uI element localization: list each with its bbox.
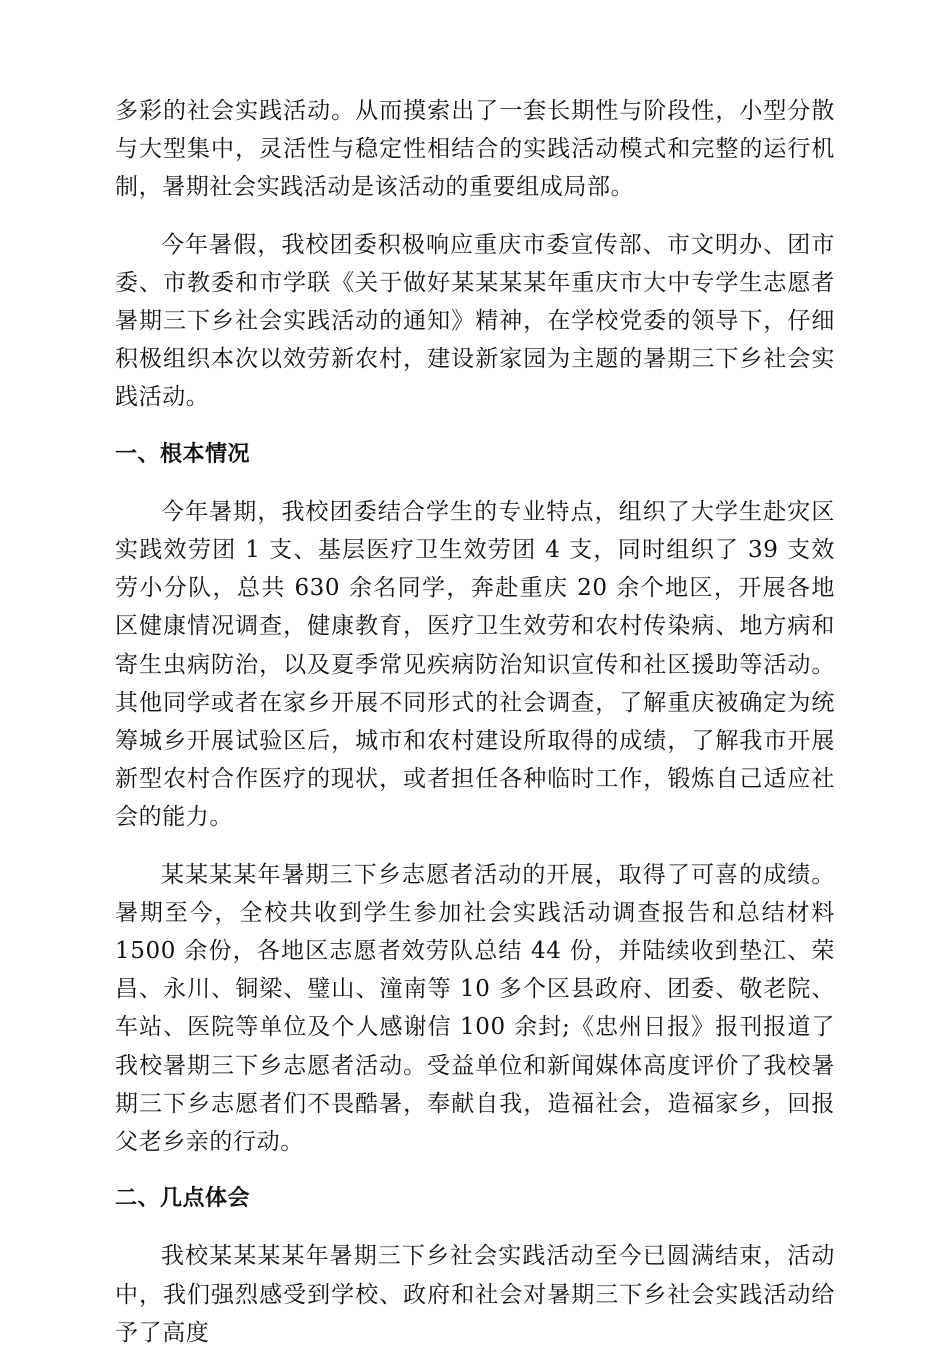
section-heading-experiences: 二、几点体会 [115,1186,251,1212]
paragraph-activities: 今年暑期，我校团委结合学生的专业特点，组织了大学生赴灾区实践效劳团 1 支、基层医疗卫生效劳团 4 支，同时组织了 39 支效劳小分队，总共 630 余名同学，奔赴重庆 20 余个地区，开展各地区健康情况调查，健康教育，医疗卫生效劳和农村传染病、地方病和寄生虫病防治，以及夏季常见疾病防治知识宣传和社区援助等活动。其他同学或者在家乡开展不同形式的社会调查，了解重庆被确定为统筹城乡开展试验区后，城市和农村建设所取得的成绩，了解我市开展新型农村合作医疗的现状，或者担任各种临时工作，锻炼自己适应社会的能力。 [115,498,835,831]
paragraph-intro-continued: 多彩的社会实践活动。从而摸索出了一套长期性与阶段性，小型分散与大型集中，灵活性与稳定性相结合的实践活动模式和完整的运行机制，暑期社会实践活动是该活动的重要组成局部。 [115,98,835,201]
paragraph-summer-response: 今年暑假，我校团委积极响应重庆市委宣传部、市文明办、团市委、市教委和市学联《关于做好某某某某年重庆市大中专学生志愿者暑期三下乡社会实践活动的通知》精神，在学校党委的领导下，仔细积极组织本次以效劳新农村，建设新家园为主题的暑期三下乡社会实践活动。 [115,231,835,411]
section-heading-basic-situation: 一、根本情况 [115,441,251,467]
document-body [115,92,835,1371]
paragraph-achievements: 某某某某年暑期三下乡志愿者活动的开展，取得了可喜的成绩。暑期至今，全校共收到学生参加社会实践活动调查报告和总结材料 1500 余份，各地区志愿者效劳队总结 44 份，并陆续收到垫江、荣昌、永川、铜梁、璧山、潼南等 10 多个区县政府、团委、敬老院、车站、医院等单位及个人感谢信 100 余封;《忠州日报》报刊报道了我校暑期三下乡志愿者活动。受益单位和新闻媒体高度评价了我校暑期三下乡志愿者们不畏酷暑，奉献自我，造福社会，造福家乡，回报父老乡亲的行动。 [115,861,835,1156]
paragraph-conclusion: 我校某某某某年暑期三下乡社会实践活动至今已圆满结束，活动中，我们强烈感受到学校、政府和社会对暑期三下乡社会实践活动给予了高度 [115,1243,835,1346]
